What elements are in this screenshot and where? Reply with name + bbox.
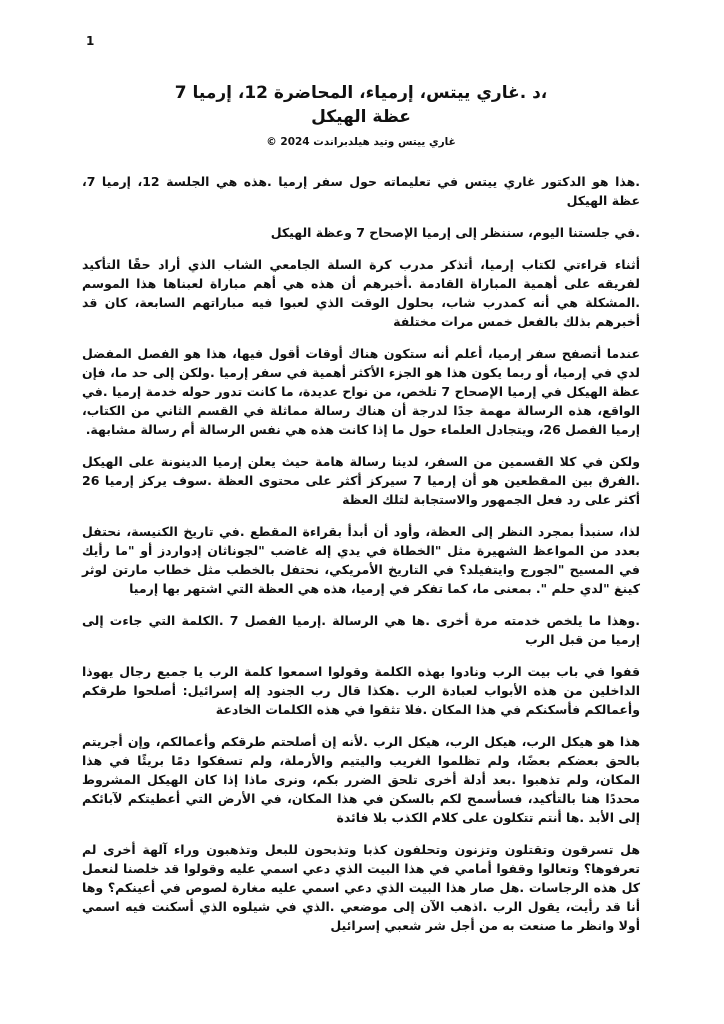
paragraph: هذا هو هيكل الرب، هيكل الرب، هيكل الرب .لأنه إن أصلحتم طرقكم وأعمالكم، وإن أجريتم بالحق بعضكم بعضًا، ولم تظلموا الغريب واليتيم والأرملة، ولم تسفكوا دمًا بريئًا في هذا المكان، ولم تذهبوا .بعد أدلة أخرى تلحق الضرر بكم، ونرى ماذا إذا كان الهيكل المشروط محددًا هنا بالتأكيد، فسأسمح لكم بالسكن في هذا المكان، في الأرض التي أعطيتكم لآبائكم إلى الأبد .ها أنتم تتكلون على كلام الكذب بلا فائدة	[82, 733, 640, 825]
document-title-line2: عظة الهيكل	[311, 106, 411, 127]
paragraph: عندما أتصفح سفر إرميا، أعلم أنه ستكون هناك أوقات أقول فيها، هذا هو الفصل المفضل لدي في إرميا، أو ربما يكون هذا هو الجزء الأكثر أهمية في سفر إرميا .ولكن إلى حد ما، فإن عظة الهيكل في إرميا الإصحاح 7 تلخص، من نواح عديدة، ما كانت تدور حوله خدمة إرميا .في الواقع، هذه الرسالة مهمة جدًا لدرجة أن هناك رسالة مماثلة في القسم الثاني من الكتاب، إرميا الفصل 26، ويتجادل العلماء حول ما إذا كانت هذه هي نفس الرسالة أم رسالة مشابهة.	[82, 345, 640, 437]
paragraph: .وهذا ما يلخص خدمته مرة أخرى .ها هي الرسالة .إرميا الفصل 7 .الكلمة التي جاءت إلى إرميا من قبل الرب	[82, 612, 640, 647]
paragraph: أثناء قراءتي لكتاب إرميا، أتذكر مدرب كرة السلة الجامعي الشاب الذي أراد حقًا التأكيد لفريقه على أهمية المباراة القادمة .أخبرهم أن هذه هي أهم مباراة لعبناها هذا الموسم .المشكلة هي أنه كمدرب شاب، بحلول الوقت الذي لعبوا فيه مباراتهم السابعة، كان قد أخبرهم بذلك بالفعل خمس مرات مختلفة	[82, 256, 640, 329]
paragraph: .في جلستنا اليوم، سننظر إلى إرميا الإصحاح 7 وعظة الهيكل	[270, 224, 640, 240]
paragraph: .هذا هو الدكتور غاري ييتس في تعليماته حول سفر إرميا .هذه هي الجلسة 12، إرميا 7، عظة الهيكل	[82, 173, 640, 208]
paragraph: قفوا في باب بيت الرب ونادوا بهذه الكلمة وقولوا اسمعوا كلمة الرب يا جميع رجال يهوذا الداخلين من هذه الأبواب لعبادة الرب .هكذا قال رب الجنود إله إسرائيل: أصلحوا طرقكم وأعمالكم فأسكنكم في هذا المكان .فلا تثقوا في هذه الكلمات الخادعة	[82, 663, 640, 717]
body-text	[82, 172, 640, 935]
page-number: 1	[86, 34, 95, 48]
copyright-line: غاري ييتس وتيد هيلدبراندت 2024 ©	[266, 135, 456, 148]
paragraph: لذا، سنبدأ بمجرد النظر إلى العظة، وأود أن أبدأ بقراءة المقطع .في تاريخ الكنيسة، نحتفل بعدد من المواعظ الشهيرة مثل "الخطاة في يدي إله غاضب "لجوناثان إدواردز أو "ما رأيك في المسيح "لجورج وايتفيلد؟ في التاريخ الأمريكي، نحتفل بالخطب مثل خطاب مارتن لوثر كينغ "لدي حلم ". بمعنى ما، كما تفكر في إرميا، هذه هي العظة التي اشتهر بها إرميا	[82, 523, 640, 596]
paragraph: هل تسرقون وتقتلون وتزنون وتحلفون كذبا وتذبحون للبعل وتذهبون وراء آلهة أخرى لم تعرفوها؟ وتعالوا وقفوا أمامي في هذا البيت الذي دعي اسمي عليه وقولوا قد خلصنا لنعمل كل هذه الرجاسات .هل صار هذا البيت الذي دعي اسمي عليه مغارة لصوص في أعينكم؟ وها أنا قد رأيت، يقول الرب .اذهب الآن إلى موضعي .الذي في شيلوه الذي أسكنت فيه اسمي أولا وانظر ما صنعت به من أجل شر شعبي إسرائيل	[82, 841, 640, 933]
document-title-line1: ،د .غاري ييتس، إرمياء، المحاضرة 12، إرميا 7	[174, 83, 548, 103]
paragraph: ولكن في كلا القسمين من السفر، لدينا رسالة هامة حيث يعلن إرميا الدينونة على الهيكل .الفرق بين المقطعين هو أن إرميا 7 سيركز أكثر على محتوى العظة .سوف يركز إرميا 26 أكثر على رد فعل الجمهور والاستجابة لتلك العظة	[82, 453, 640, 507]
